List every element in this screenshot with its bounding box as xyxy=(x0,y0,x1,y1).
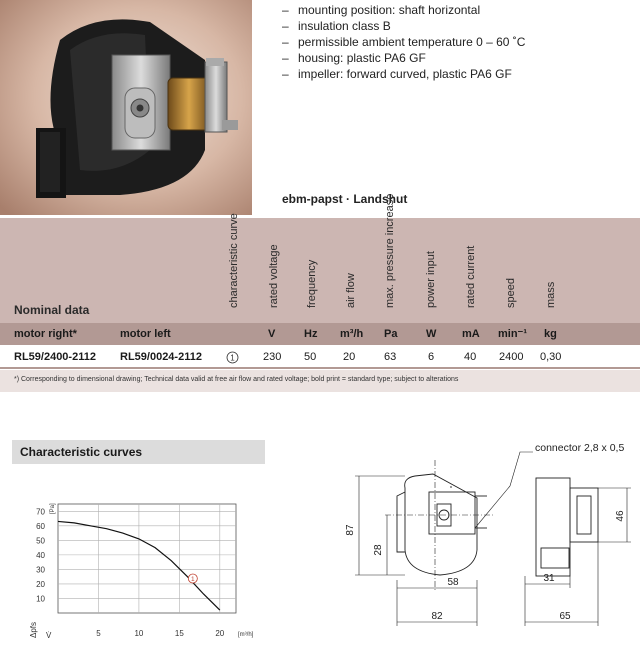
value-power: 6 xyxy=(428,351,435,363)
col-header-rated-voltage: rated voltage xyxy=(268,244,280,308)
value-current: 40 xyxy=(464,351,477,363)
feature-dash: – xyxy=(282,51,289,65)
col-header-power-input: power input xyxy=(425,251,437,308)
feature-item: – impeller: forward curved, plastic PA6 GF xyxy=(282,67,512,81)
value-voltage: 230 xyxy=(263,351,282,363)
y-tick-label: 10 xyxy=(36,594,45,604)
unit-air-flow: m³/h xyxy=(340,328,364,340)
col-header-air-flow: air flow xyxy=(345,273,357,308)
svg-text:1: 1 xyxy=(230,353,235,363)
curve-marker-icon xyxy=(226,351,239,364)
feature-dash: – xyxy=(282,67,289,81)
front-view-housing xyxy=(405,474,477,575)
feature-item: – permissible ambient temperature 0 – 60 ˚C xyxy=(282,35,526,49)
unit-current: mA xyxy=(462,328,480,340)
y-unit-label: [Pa] xyxy=(50,503,56,514)
series-label: 1 xyxy=(191,575,195,583)
connector-label: connector 2,8 x 0,5 xyxy=(535,442,625,454)
unit-power: W xyxy=(426,328,437,340)
unit-mass: kg xyxy=(544,328,557,340)
dim-82: 82 xyxy=(431,611,443,622)
col-header-speed: speed xyxy=(505,278,517,308)
x-tick-label: 5 xyxy=(96,629,101,638)
unit-frequency: Hz xyxy=(304,328,318,340)
y-tick-label: 40 xyxy=(36,550,45,560)
motor-right-value: RL59/2400-2112 xyxy=(14,351,96,363)
value-speed: 2400 xyxy=(499,351,524,363)
value-frequency: 50 xyxy=(304,351,317,363)
dimensional-drawing xyxy=(345,440,640,651)
feature-dash: – xyxy=(282,3,289,17)
value-mass: 0,30 xyxy=(540,351,562,363)
dim-28: 28 xyxy=(373,544,384,556)
motor-right-header: motor right* xyxy=(14,328,77,340)
unit-speed: min⁻¹ xyxy=(498,328,528,340)
feature-dash: – xyxy=(282,35,289,49)
plot-area xyxy=(58,504,236,613)
y-tick-label: 70 xyxy=(36,507,45,517)
dim-46: 46 xyxy=(615,510,626,522)
curves-title: Characteristic curves xyxy=(20,445,143,459)
col-header-characteristic-curve: characteristic curve xyxy=(228,213,240,308)
dim-87: 87 xyxy=(345,524,356,536)
motor-left-header: motor left xyxy=(120,328,171,340)
nominal-data-title: Nominal data xyxy=(14,303,90,317)
unit-pressure: Pa xyxy=(384,328,398,340)
x-axis-label: V̇ xyxy=(46,631,52,640)
footnote: *) Corresponding to dimensional drawing; Technical data valid at free air flow and rated voltage; bold print = standard type; subject to alterations xyxy=(14,376,459,383)
col-header-max-pressure: max. pressure increase xyxy=(384,193,396,308)
value-pressure: 63 xyxy=(384,351,397,363)
characteristic-curve-chart xyxy=(10,490,270,651)
product-photo xyxy=(0,0,252,215)
x-tick-label: 10 xyxy=(134,629,144,638)
value-air-flow: 20 xyxy=(343,351,356,363)
front-view-motor xyxy=(429,492,475,534)
x-tick-label: 15 xyxy=(174,629,184,638)
col-header-mass: mass xyxy=(545,281,557,308)
y-axis-label: Δpfs xyxy=(29,621,38,638)
brand-label: ebm-papst · Landshut xyxy=(282,192,408,206)
unit-row xyxy=(0,323,640,345)
dim-65: 65 xyxy=(559,611,571,622)
dim-31: 31 xyxy=(543,573,555,584)
col-header-rated-current: rated current xyxy=(465,245,477,308)
y-tick-label: 30 xyxy=(36,565,45,575)
x-unit-label: [m³/h] xyxy=(238,632,254,638)
motor-left-value: RL59/0024-2112 xyxy=(120,351,202,363)
feature-item: – housing: plastic PA6 GF xyxy=(282,51,426,65)
table-row xyxy=(0,345,640,369)
feature-list xyxy=(282,2,632,82)
x-tick-label: 20 xyxy=(215,629,225,638)
y-tick-label: 50 xyxy=(36,536,45,546)
feature-dash: – xyxy=(282,19,289,33)
dim-58: 58 xyxy=(447,577,459,588)
y-tick-label: 60 xyxy=(36,521,45,531)
unit-voltage: V xyxy=(268,328,276,340)
col-header-frequency: frequency xyxy=(306,259,318,308)
feature-item: – mounting position: shaft horizontal xyxy=(282,3,481,17)
y-tick-label: 20 xyxy=(36,579,45,589)
feature-item: – insulation class B xyxy=(282,19,391,33)
